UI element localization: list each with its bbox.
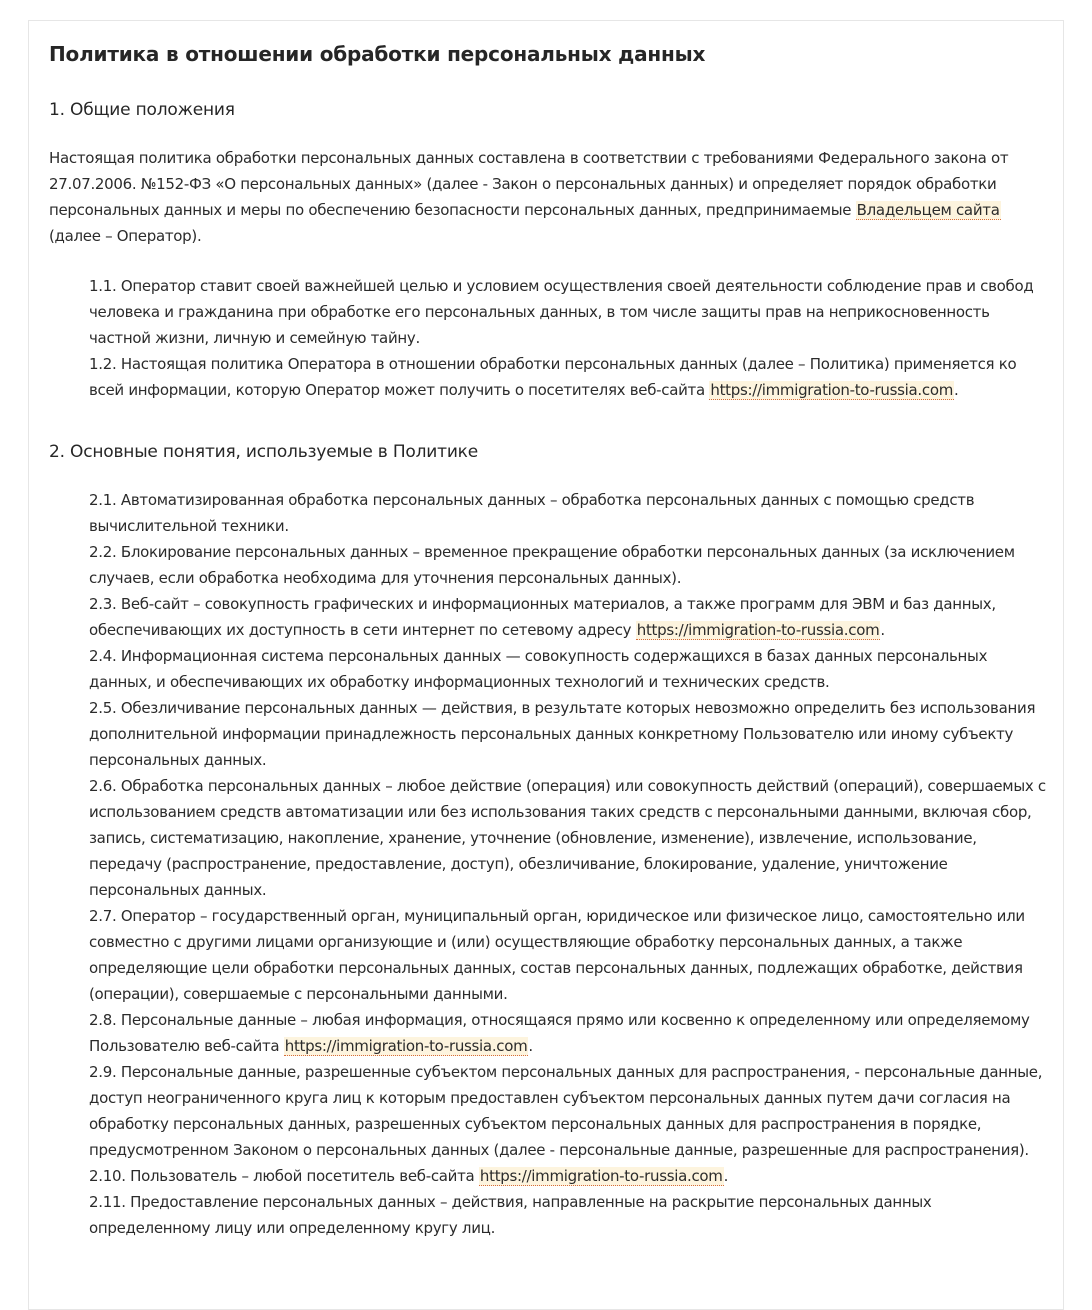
- list-item: [89, 1189, 1047, 1241]
- list-item: [89, 351, 1047, 403]
- list-item: [89, 1059, 1047, 1163]
- list-item: [89, 643, 1047, 695]
- list-item: [89, 539, 1047, 591]
- list-item: [89, 695, 1047, 773]
- site-link[interactable]: https://immigration-to-russia.com: [636, 621, 880, 639]
- site-link[interactable]: https://immigration-to-russia.com: [710, 381, 954, 399]
- page-title: Политика в отношении обработки персональных данных: [49, 42, 706, 66]
- list-item-text: 2.2. Блокирование персональных данных – временное прекращение обработки персональных данных (за исключением случаев, если обработка необходима для уточнения персональных данных).: [89, 543, 1015, 587]
- list-item: [89, 487, 1047, 539]
- list-item-text: 1.2. Настоящая политика Оператора в отношении обработки персональных данных (далее – Политика) применяется ко всей информации, которую Оператор может получить о посетителях веб-сайта: [89, 355, 1017, 399]
- section-1-items: [89, 273, 1047, 403]
- owner-link[interactable]: Владельцем сайта: [856, 201, 1000, 219]
- section-2-items: [89, 487, 1047, 1241]
- list-item-text: 2.4. Информационная система персональных данных — совокупность содержащихся в базах данных персональных данных, и обеспечивающих их обработку информационных технологий и технических средств.: [89, 647, 988, 691]
- policy-card: [28, 20, 1064, 1310]
- list-item-text-end: .: [880, 621, 885, 639]
- list-item-text: 2.3. Веб-сайт – совокупность графических и информационных материалов, а также программ для ЭВМ и баз данных, обеспечивающих их доступность в сети интернет по сетевому адресу: [89, 595, 996, 639]
- list-item: [89, 273, 1047, 351]
- site-link[interactable]: https://immigration-to-russia.com: [479, 1167, 723, 1185]
- list-item-text: 2.10. Пользователь – любой посетитель веб-сайта: [89, 1167, 479, 1185]
- list-item-text: 2.8. Персональные данные – любая информация, относящаяся прямо или косвенно к определенному или определяемому Пользователю веб-сайта: [89, 1011, 1030, 1055]
- list-item: [89, 773, 1047, 903]
- list-item-text: 2.1. Автоматизированная обработка персональных данных – обработка персональных данных с помощью средств вычислительной техники.: [89, 491, 975, 535]
- intro-text: Настоящая политика обработки персональных данных составлена в соответствии с требованиями Федерального закона от 27.07.2006. №152-ФЗ «О персональных данных» (далее - Закон о персональных данных) и определяет порядок обработки персональных данных и меры по обеспечению безопасности персональных данных, предпринимаемые: [49, 149, 1009, 219]
- list-item-text: 2.7. Оператор – государственный орган, муниципальный орган, юридическое или физическое лицо, самостоятельно или совместно с другими лицами организующие и (или) осуществляющие обработку персональных данных, а также определяющие цели обработки персональных данных, состав персональных данных, подлежащих обработке, действия (операции), совершаемые с персональными данными.: [89, 907, 1025, 1003]
- list-item-text-end: .: [528, 1037, 533, 1055]
- list-item-text-end: .: [954, 381, 959, 399]
- list-item-text-end: .: [723, 1167, 729, 1185]
- intro-text-end: (далее – Оператор).: [49, 227, 202, 245]
- section-heading-definitions: 2. Основные понятия, используемые в Политике: [49, 442, 478, 462]
- section-intro-paragraph: [49, 145, 1039, 249]
- list-item-text: 2.11. Предоставление персональных данных – действия, направленные на раскрытие персональных данных определенному лицу или определенному кругу лиц.: [89, 1193, 932, 1237]
- site-link[interactable]: https://immigration-to-russia.com: [284, 1037, 528, 1055]
- list-item-text: 2.6. Обработка персональных данных – любое действие (операция) или совокупность действий (операций), совершаемых с использованием средств автоматизации или без использования таких средств с персональными данными, включая сбор, запись, систематизацию, накопление, хранение, уточнение (обновление, изменение), извлечение, использование, передачу (распространение, предоставление, доступ), обезличивание, блокирование, удаление, уничтожение персональных данных.: [89, 777, 1046, 899]
- list-item-text: 1.1. Оператор ставит своей важнейшей целью и условием осуществления своей деятельности соблюдение прав и свобод человека и гражданина при обработке его персональных данных, в том числе защиты прав на неприкосновенность частной жизни, личную и семейную тайну.: [89, 277, 1034, 347]
- list-item: [89, 591, 1047, 643]
- list-item-text: 2.5. Обезличивание персональных данных — действия, в результате которых невозможно определить без использования дополнительной информации принадлежность персональных данных конкретному Пользователю или иному субъекту персональных данных.: [89, 699, 1036, 769]
- list-item: [89, 1007, 1047, 1059]
- list-item: [89, 1163, 1047, 1189]
- section-heading-general: 1. Общие положения: [49, 100, 235, 120]
- list-item: [89, 903, 1047, 1007]
- list-item-text: 2.9. Персональные данные, разрешенные субъектом персональных данных для распространения, - персональные данные, доступ неограниченного круга лиц к которым предоставлен субъектом персональных данных путем дачи согласия на обработку персональных данных, разрешенных субъектом персональных данных для распространения в порядке, предусмотренном Законом о персональных данных (далее - персональные данные, разрешенные для распространения).: [89, 1063, 1043, 1159]
